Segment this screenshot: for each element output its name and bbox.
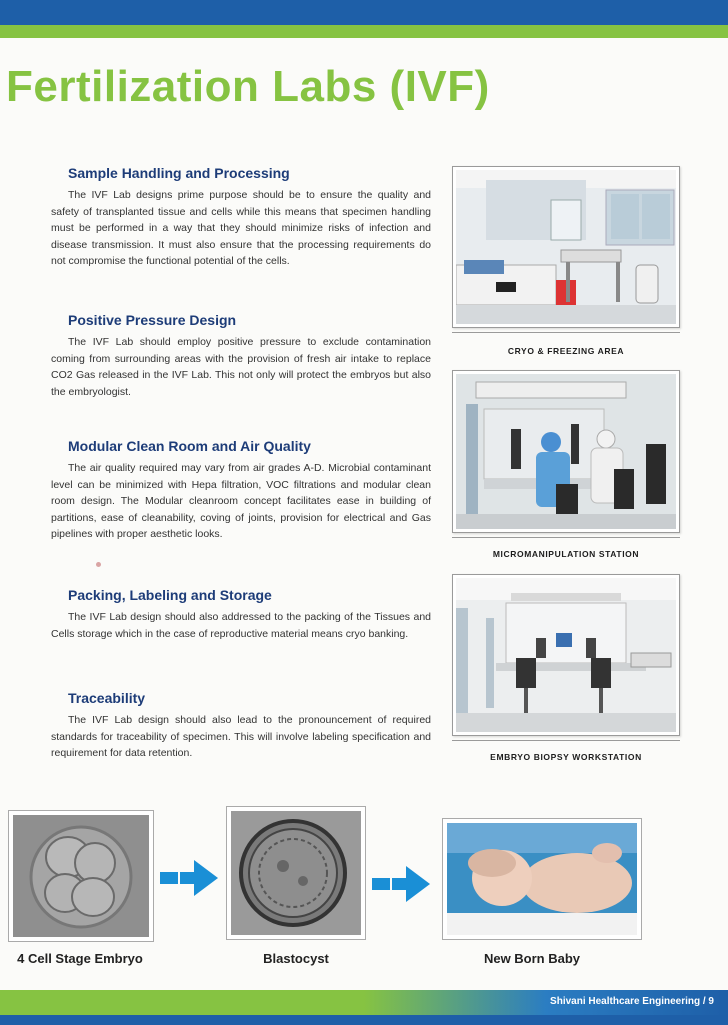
newborn-baby-image: [442, 818, 642, 940]
micromanipulation-photo: [452, 370, 680, 533]
photo-caption: CRYO & FREEZING AREA: [507, 346, 625, 356]
arrow-right-icon: [160, 858, 222, 903]
section-clean-room: [51, 438, 431, 543]
lab-station-image: [456, 374, 676, 529]
lab-room-image: [456, 170, 676, 324]
arrow-right-icon: [372, 864, 434, 909]
section-heading: Positive Pressure Design: [68, 312, 237, 328]
blastocyst-image: [226, 806, 366, 940]
workstation-image: [456, 578, 676, 732]
newborn-photo: [447, 823, 637, 935]
stage-label: New Born Baby: [483, 951, 581, 966]
caption-rule: [452, 332, 680, 333]
stage-label: 4 Cell Stage Embryo: [17, 951, 143, 966]
four-cell-embryo-image: [8, 810, 154, 942]
cryo-freezing-photo: [452, 166, 680, 328]
photo-caption: EMBRYO BIOPSY WORKSTATION: [490, 752, 642, 762]
section-heading: Traceability: [68, 690, 146, 706]
section-positive-pressure: [51, 312, 431, 400]
page-title: Fertilization Labs (IVF): [6, 62, 490, 111]
footer-edge: [0, 1015, 728, 1025]
section-heading: Modular Clean Room and Air Quality: [68, 438, 311, 454]
section-text: The IVF Lab designs prime purpose should be to ensure the quality and safety of transplanted tissue and cells while this means that specimen handling must be performed in a way that they should minimize risks of infection and disease transmission. It must also ensure that the processing requirements do not compromise the functional potential of the cells.: [51, 189, 431, 268]
photo-caption: MICROMANIPULATION STATION: [492, 549, 640, 559]
stage-label: Blastocyst: [263, 951, 329, 966]
section-heading: Packing, Labeling and Storage: [68, 587, 272, 603]
section-text: The air quality required may vary from air grades A-D. Microbial contaminant level can be minimized with Hepa filtration, VOC filtrations and modular clean room design. The Modular cleanroom concept facilitates ease in building of partitions, ease of cleanability, coving of joints, provision for electrical and Gas pipelines with proper aesthetic looks.: [51, 462, 431, 541]
section-traceability: [51, 690, 431, 762]
caption-rule: [452, 537, 680, 538]
footer-text: Shivani Healthcare Engineering / 9: [550, 996, 714, 1007]
section-text: The IVF Lab design should also lead to the pronouncement of required standards for traceability of specimen. This will involve labeling specification and requirement for data retention.: [51, 714, 431, 760]
decorative-dot: [96, 562, 101, 567]
embryo-biopsy-photo: [452, 574, 680, 736]
header-blue-band: [0, 0, 728, 25]
section-heading: Sample Handling and Processing: [68, 165, 290, 181]
section-text: The IVF Lab design should also addressed to the packing of the Tissues and Cells storage which in the case of reproductive material means cryo banking.: [51, 611, 431, 640]
header-green-band: [0, 25, 728, 38]
caption-rule: [452, 740, 680, 741]
blastocyst-micrograph: [231, 811, 361, 935]
section-packing: [51, 587, 431, 642]
section-text: The IVF Lab should employ positive pressure to exclude contamination coming from surrounding areas with the provision of fresh air intake to replace CO2 Gas released in the IVF Lab. This not only will protect the embryos but also the embryologist.: [51, 336, 431, 398]
section-sample-handling: [51, 165, 431, 270]
embryo-image: [13, 815, 149, 937]
